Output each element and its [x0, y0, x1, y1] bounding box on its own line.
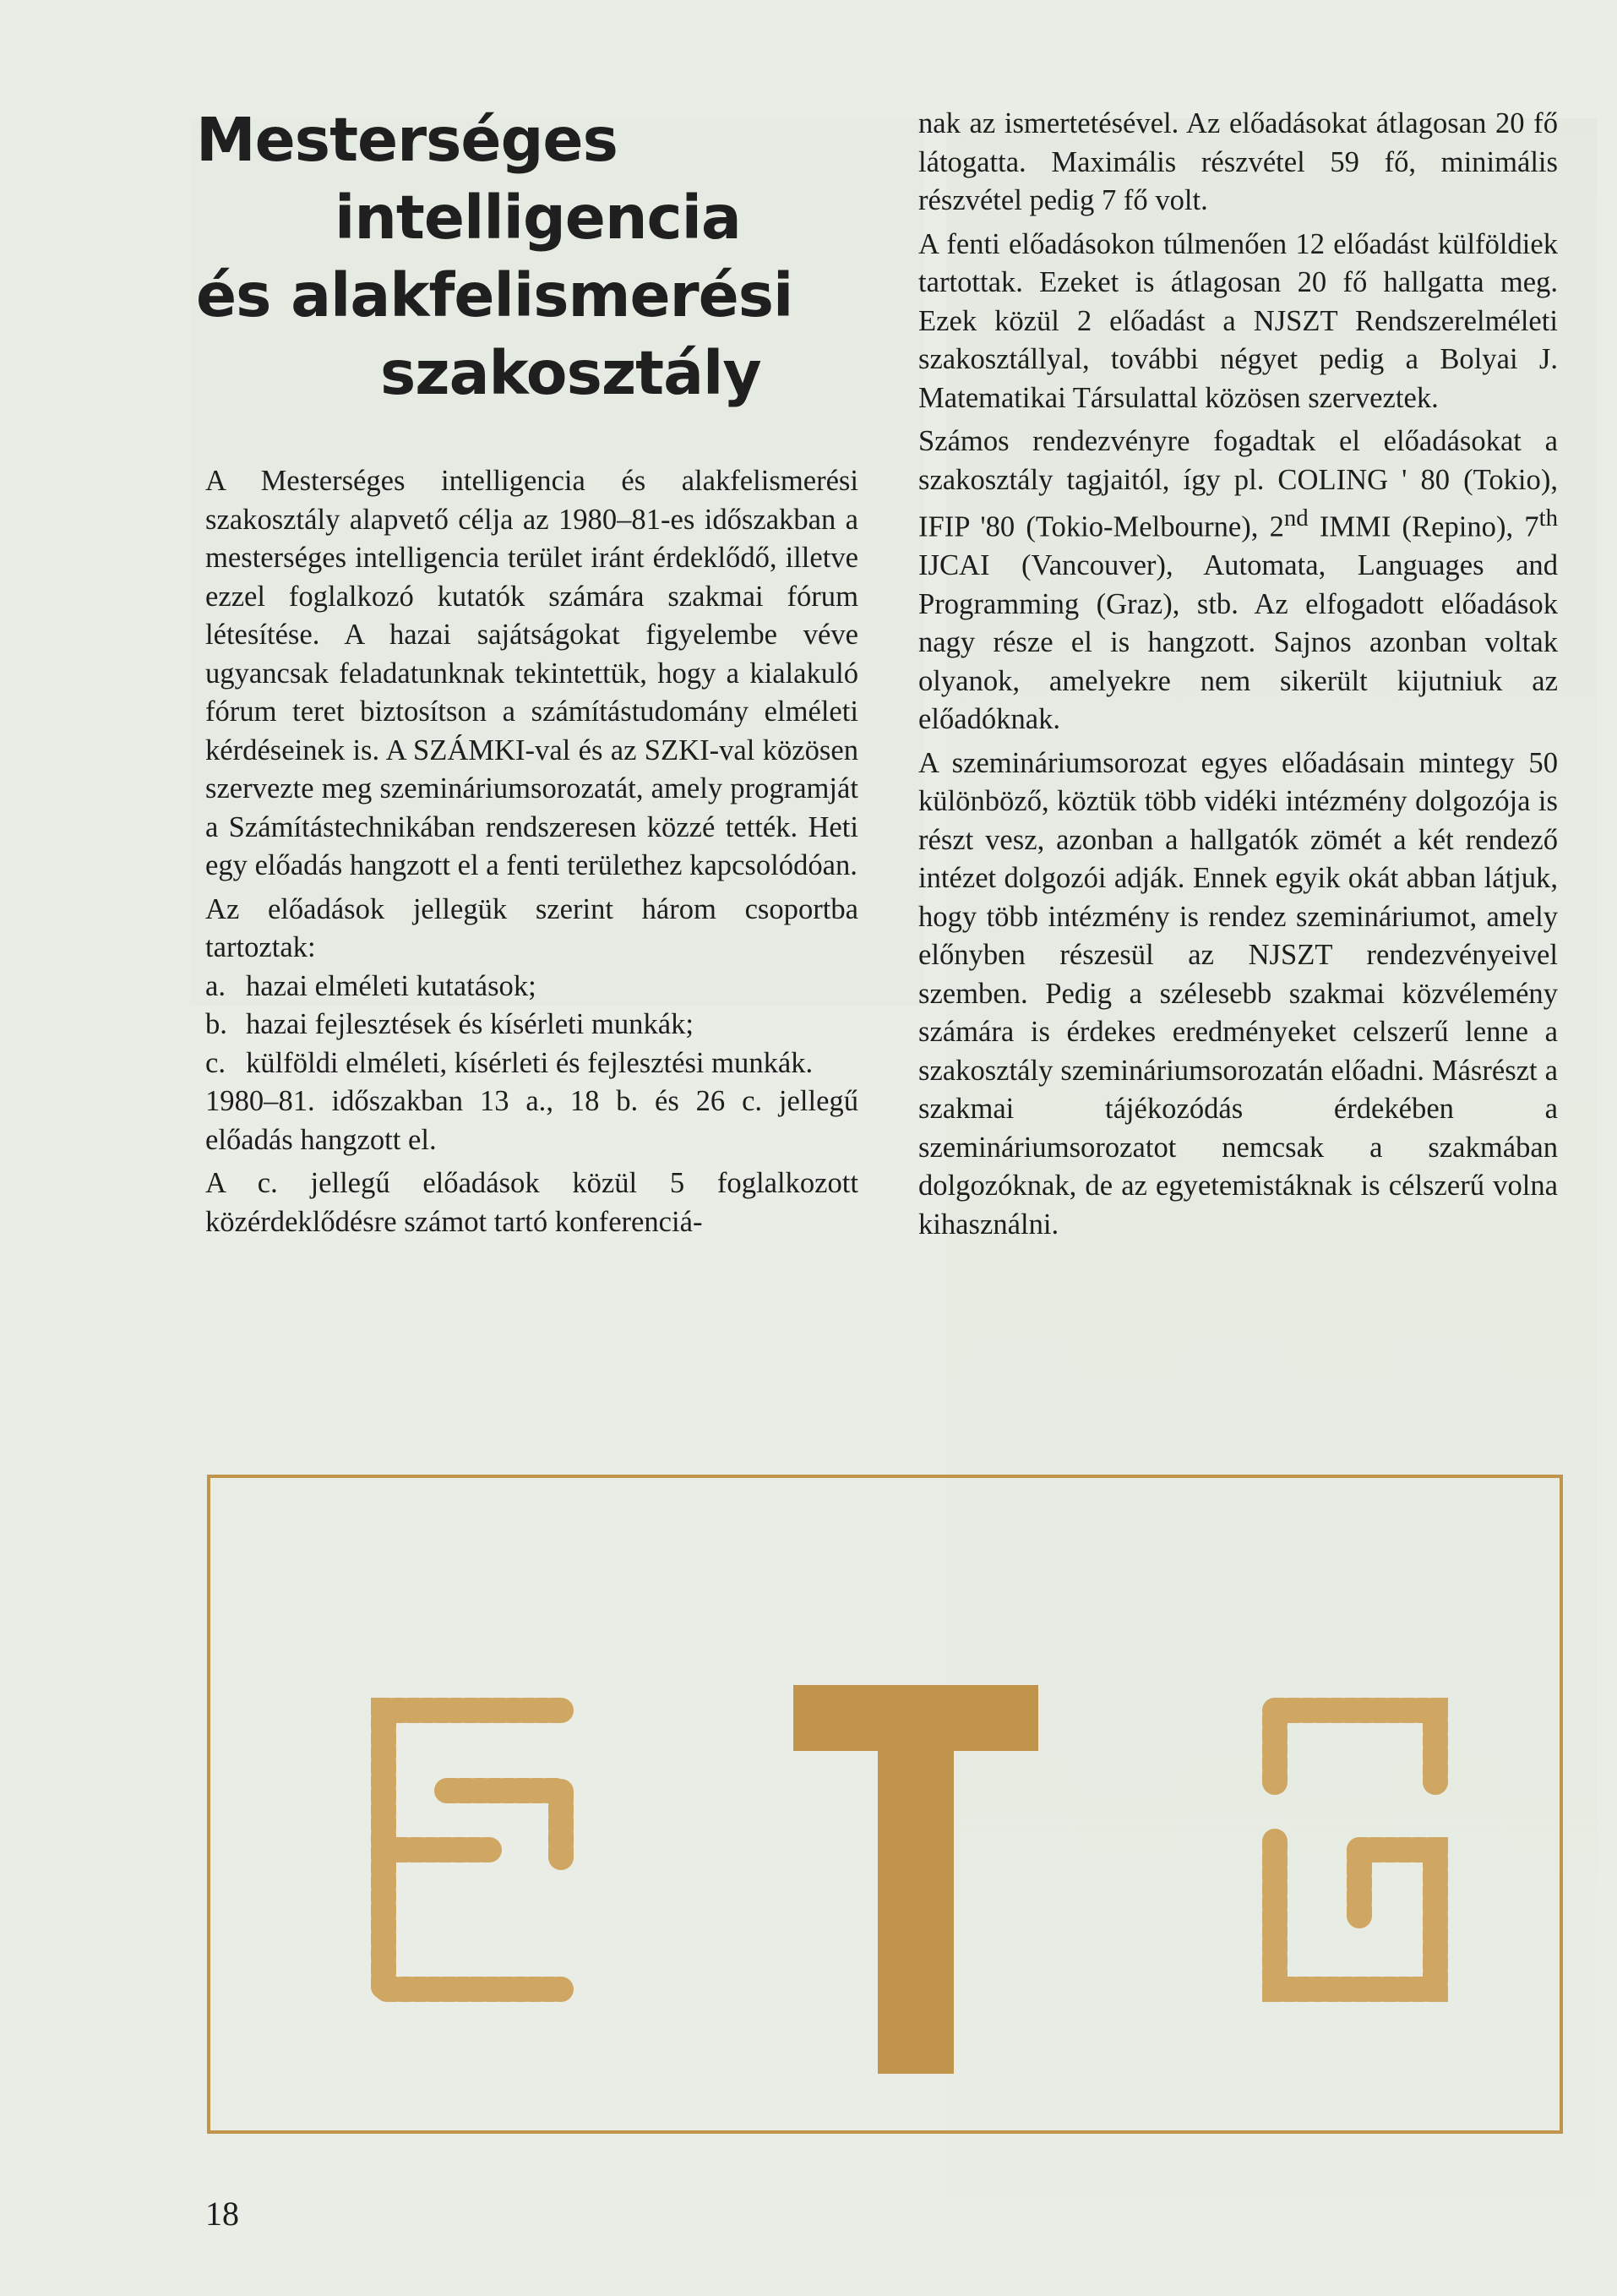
paragraph: A fenti előadásokon túlmenően 12 előadást külföldiek tartottak. Ezeket is átlagosan 20 fő hallgatta meg. Ezek közül 2 előadást a NJSZT Rendszerelméleti szakosztállyal, további négyet pedig a Bolyai J. Matematikai Társulattal közösen szerveztek. — [918, 227, 1558, 414]
solid-t-shape — [793, 1685, 1038, 2074]
paragraph: A szemináriumsorozat egyes előadásain mintegy 50 különböző, köztük több vidéki intézmény dolgozója is részt vesz, azonban a hallgatók zömét a két rendező intézet dolgozói adják. Ennek egyik okát abban látjuk, hogy több intézmény is rendez szemináriumot, amely előnyben részesül az NJSZT rendezvényeivel szemben. Pedig a szélesebb szakmai közvélemény számára is érdekes eredményeket celszerű lenne a szakosztály szemináriumsorozatán előadni. Másrészt a szakmai tájékozódás érdekében a szemináriumsorozatot nemcsak a szakmában dolgozóknak, de az egyetemistáknak is célszerű volna kihasználni. — [918, 746, 1558, 1241]
list-text: külföldi elméleti, kísérleti és fejlesztési munkák. — [246, 1046, 814, 1079]
list-marker: c. — [205, 1046, 226, 1079]
title-line: intelligencia — [335, 183, 741, 253]
list-item — [205, 1006, 858, 1044]
logo-letter-g — [1241, 1689, 1461, 2010]
paragraph: A c. jellegű előadások közül 5 foglalkozott közérdeklődésre számot tartó konferenciá- — [205, 1167, 858, 1238]
dotted-e-shape — [384, 1710, 561, 1989]
list-item — [205, 968, 858, 1006]
paragraph-text: Számos rendezvényre fogadtak el előadásokat a szakosztály tagjaitól, így pl. COLING ' 80 (Tokio), IFIP '80 (Tokio-Melbourne), 2 — [918, 425, 1558, 543]
logo-letter-t — [793, 1685, 1038, 2074]
right-column — [918, 105, 1558, 1244]
page-number: 18 — [205, 2195, 239, 2233]
dotted-g-shape — [1275, 1710, 1435, 1989]
list-marker: b. — [205, 1008, 227, 1040]
list-marker: a. — [205, 969, 226, 1002]
title-line: szakosztály — [380, 338, 761, 408]
logo-frame — [207, 1475, 1563, 2134]
paragraph: Az előadások jellegük szerint három csoportba tartoztak: — [205, 892, 858, 963]
superscript: th — [1538, 504, 1558, 532]
paragraph: 1980–81. időszakban 13 a., 18 b. és 26 c. jellegű előadás hangzott el. — [205, 1085, 858, 1156]
left-column — [205, 462, 858, 1241]
list-item — [205, 1044, 858, 1083]
logo-letter-e — [362, 1689, 582, 2010]
article-title — [196, 101, 793, 412]
title-line: Mesterséges — [196, 105, 618, 175]
paragraph: nak az ismertetésével. Az előadásokat átlagosan 20 fő látogatta. Maximális részvétel 59 fő, minimális részvétel pedig 7 fő volt. — [918, 107, 1558, 216]
paragraph-text: IJCAI (Vancouver), Automata, Languages and Programming (Graz), stb. Az elfogadott előadások nagy része el is hangzott. Sajnos azonban voltak olyanok, amelyekre nem sikerült kijutniuk az előadóknak. — [918, 549, 1558, 736]
paragraph-text: IMMI (Repino), 7 — [1308, 510, 1539, 543]
paragraph — [918, 423, 1558, 739]
paragraph: A Mesterséges intelligencia és alakfelismerési szakosztály alapvető célja az 1980–81-es időszakban a mesterséges intelligencia terület iránt érdeklődő, illetve ezzel foglalkozó kutatók számára szakmai fórum létesítése. A hazai sajátságokat figyelembe véve ugyancsak feladatunknak tekintettük, hogy a kialakuló fórum teret biztosítson a számítástudomány elméleti kérdéseinek is. A SZÁMKI-val és az SZKI-val közösen szervezte meg szemináriumsorozatát, amely programját a Számítástechnikában rendszeresen közzé tették. Heti egy előadás hangzott el a fenti területhez kapcsolódóan. — [205, 465, 858, 881]
list-text: hazai fejlesztések és kísérleti munkák; — [246, 1008, 694, 1040]
title-line: és alakfelismerési — [196, 260, 793, 330]
list-text: hazai elméleti kutatások; — [246, 969, 536, 1002]
superscript: nd — [1283, 504, 1309, 532]
